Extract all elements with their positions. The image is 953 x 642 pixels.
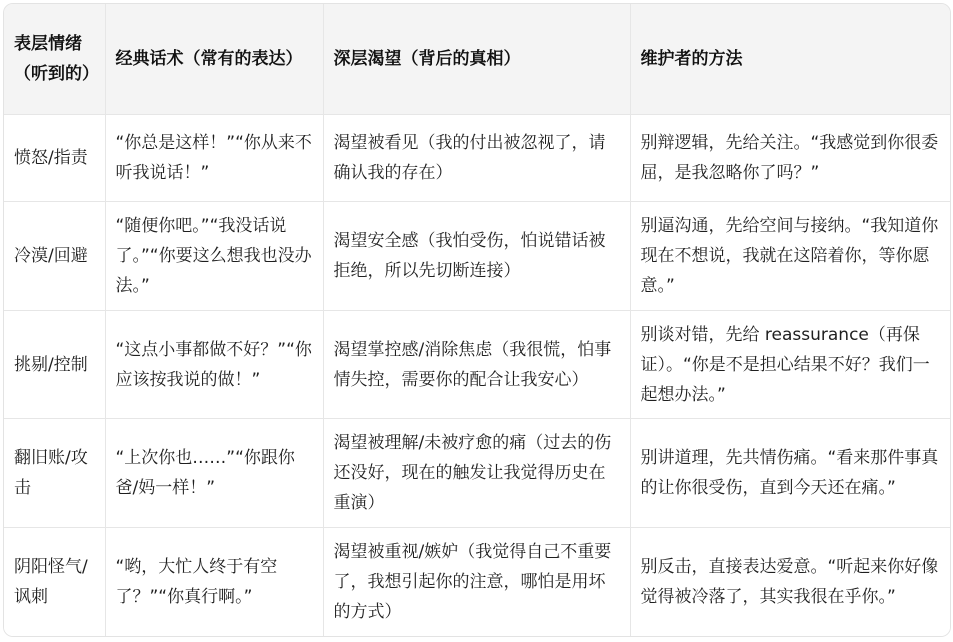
cell-classic-phrases: “随便你吧。”“我没话说了。”“你要这么想我也没办法。”	[105, 202, 323, 311]
cell-deep-desire: 渴望被重视/嫉妒（我觉得自己不重要了，我想引起你的注意，哪怕是用坏的方式）	[323, 527, 630, 636]
emotion-table	[4, 4, 950, 636]
cell-surface-emotion: 挑剔/控制	[4, 310, 105, 419]
table-row	[4, 114, 950, 202]
cell-surface-emotion: 翻旧账/攻击	[4, 419, 105, 528]
cell-maintainer-method: 别反击，直接表达爱意。“听起来你好像觉得被冷落了，其实我很在乎你。”	[630, 527, 950, 636]
cell-deep-desire: 渴望掌控感/消除焦虑（我很慌，怕事情失控，需要你的配合让我安心）	[323, 310, 630, 419]
cell-classic-phrases: “哟，大忙人终于有空了？”“你真行啊。”	[105, 527, 323, 636]
emotion-table-container	[3, 3, 951, 637]
cell-surface-emotion: 愤怒/指责	[4, 114, 105, 202]
cell-maintainer-method: 别谈对错，先给 reassurance（再保证）。“你是不是担心结果不好？我们一起想办法。”	[630, 310, 950, 419]
cell-surface-emotion: 阴阳怪气/讽刺	[4, 527, 105, 636]
table-row	[4, 419, 950, 528]
cell-deep-desire: 渴望被理解/未被疗愈的痛（过去的伤还没好，现在的触发让我觉得历史在重演）	[323, 419, 630, 528]
header-surface-emotion: 表层情绪（听到的）	[4, 4, 105, 114]
header-classic-phrases: 经典话术（常有的表达）	[105, 4, 323, 114]
header-deep-desire: 深层渴望（背后的真相）	[323, 4, 630, 114]
table-row	[4, 310, 950, 419]
cell-maintainer-method: 别逼沟通，先给空间与接纳。“我知道你现在不想说，我就在这陪着你，等你愿意。”	[630, 202, 950, 311]
table-row	[4, 527, 950, 636]
cell-surface-emotion: 冷漠/回避	[4, 202, 105, 311]
table-header-row	[4, 4, 950, 114]
cell-classic-phrases: “你总是这样！”“你从来不听我说话！”	[105, 114, 323, 202]
table-row	[4, 202, 950, 311]
cell-classic-phrases: “这点小事都做不好？”“你应该按我说的做！”	[105, 310, 323, 419]
cell-deep-desire: 渴望安全感（我怕受伤，怕说错话被拒绝，所以先切断连接）	[323, 202, 630, 311]
header-maintainer-method: 维护者的方法	[630, 4, 950, 114]
cell-maintainer-method: 别辩逻辑，先给关注。“我感觉到你很委屈，是我忽略你了吗？”	[630, 114, 950, 202]
cell-classic-phrases: “上次你也……”“你跟你爸/妈一样！”	[105, 419, 323, 528]
cell-deep-desire: 渴望被看见（我的付出被忽视了，请确认我的存在）	[323, 114, 630, 202]
cell-maintainer-method: 别讲道理，先共情伤痛。“看来那件事真的让你很受伤，直到今天还在痛。”	[630, 419, 950, 528]
